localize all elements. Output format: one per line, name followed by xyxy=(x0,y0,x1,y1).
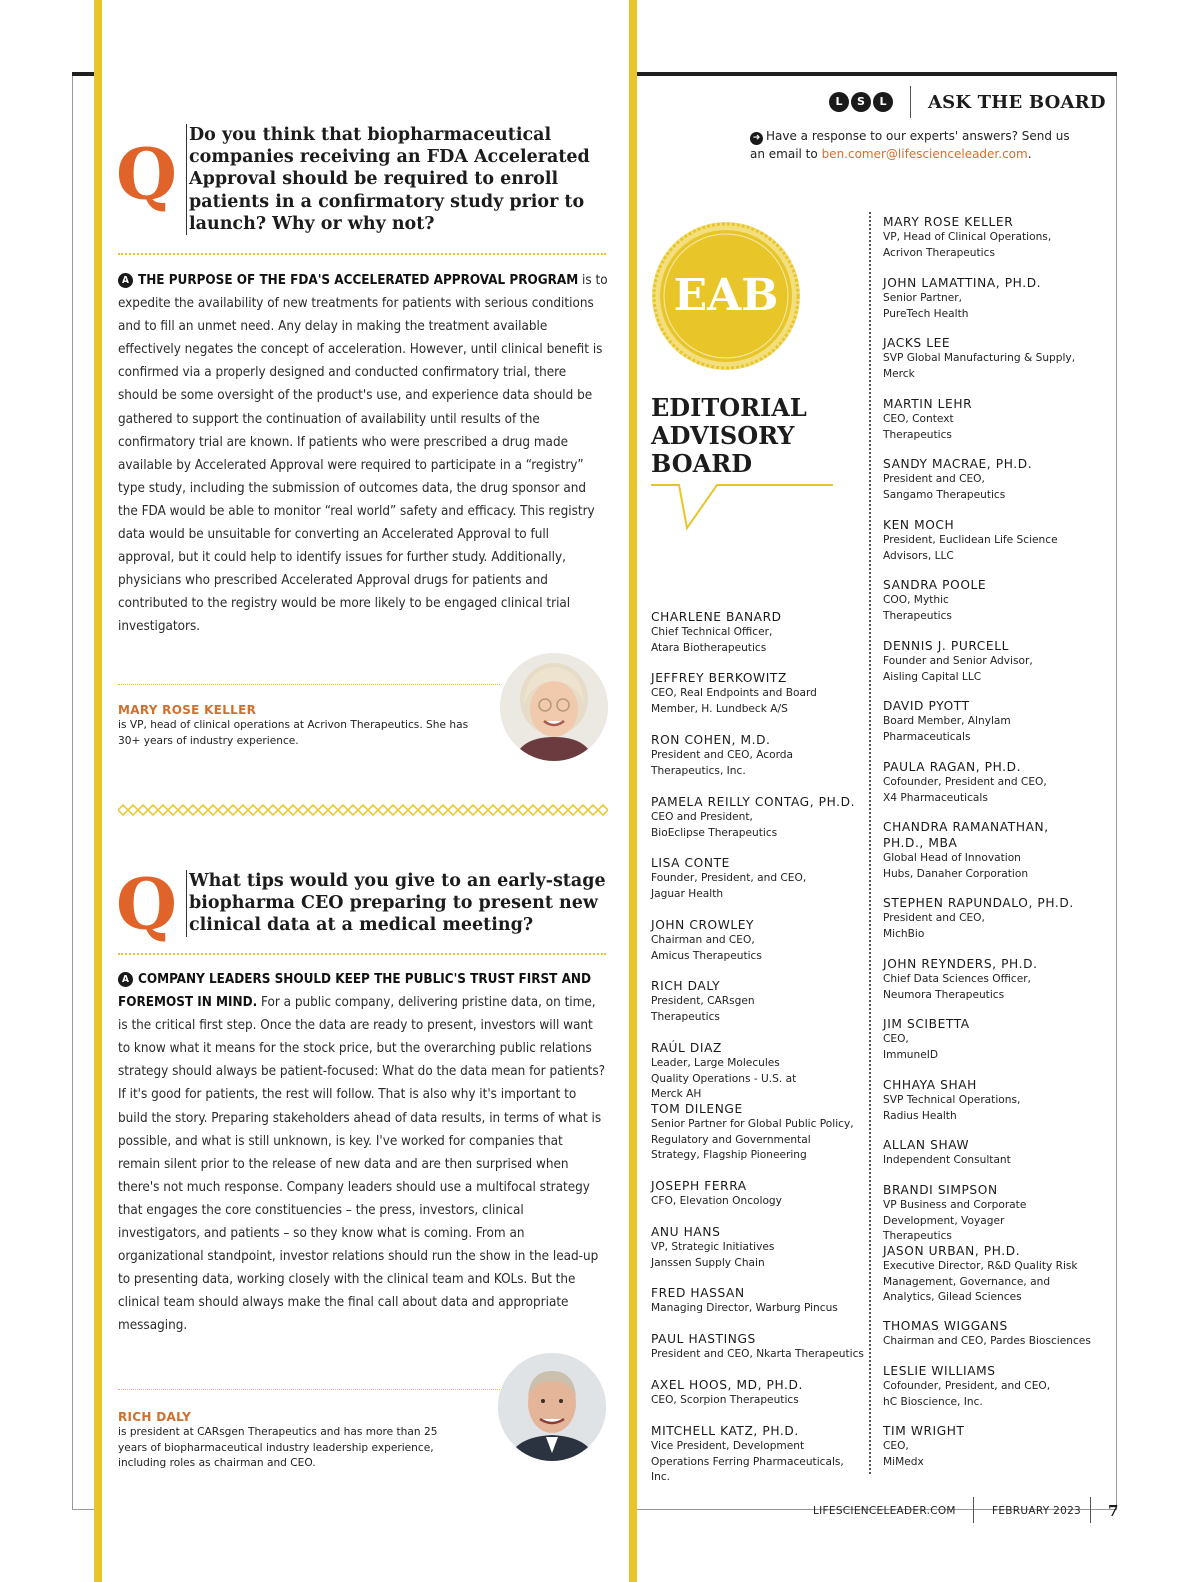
member-name: FRED HASSAN xyxy=(651,1286,745,1300)
lsl-logo xyxy=(829,92,893,112)
board-member xyxy=(651,1423,866,1486)
member-role: Founder and Senior Advisor, Aisling Capital LLC xyxy=(883,655,1033,683)
footer-divider xyxy=(1090,1497,1091,1523)
question-1 xyxy=(116,124,606,234)
answer-body: is to expedite the availability of new treatments for patients with serious conditions and to fill an unmet need. Any delay in making the treatment available effectively negates the concept of acceleration. However, until clinical benefit is confirmed via a properly designed and conducted confirmatory trial, there should be some oversight of the product's use, and experience data should be gathered to support the continuation of availability until results of the confirmatory trial are known. If patients who were prescribed a drug made available by Accelerated Approval were required to participate in a “registry” type study, including the submission of outcomes data, the drug sponsor and the FDA would be able to monitor “real world” safety and efficacy. This registry data would be unsuitable for converting an Accelerated Approval to full approval, but it could help to identify issues for further study. Additionally, physicians who prescribed Accelerated Approval drugs for patients and contributed to the registry would be more likely to be engaged clinical trial investigators. xyxy=(118,273,608,635)
eab-seal-text: EAB xyxy=(673,270,779,321)
member-role: Vice President, Development Operations Ferring Pharmaceuticals, Inc. xyxy=(651,1440,844,1483)
arrow-right-icon: ➜ xyxy=(750,132,763,145)
email-link[interactable]: ben.comer@lifescienceleader.com xyxy=(821,147,1028,161)
q2-divider xyxy=(118,953,606,955)
board-member xyxy=(883,1137,1098,1169)
board-member xyxy=(651,794,866,841)
member-role: Leader, Large Molecules Quality Operations - U.S. at Merck AH xyxy=(651,1057,797,1100)
board-member xyxy=(651,1377,866,1409)
member-name: RAÚL DIAZ xyxy=(651,1041,722,1055)
top-rule-right xyxy=(637,72,1117,76)
board-member xyxy=(883,517,1098,564)
member-role: Global Head of Innovation Hubs, Danaher Corporation xyxy=(883,852,1029,880)
member-role: Chief Technical Officer, Atara Biotherapeutics xyxy=(651,626,773,654)
member-name: AXEL HOOS, MD, PH.D. xyxy=(651,1378,803,1392)
answer-2 xyxy=(118,968,608,1338)
answer-badge: A xyxy=(118,972,133,987)
member-role: SVP Global Manufacturing & Supply, Merck xyxy=(883,352,1076,380)
right-frame-line xyxy=(1116,76,1117,1510)
response-note xyxy=(750,127,1080,163)
member-name: RON COHEN, M.D. xyxy=(651,733,771,747)
question-2 xyxy=(116,863,606,946)
member-role: President, CARsgen Therapeutics xyxy=(651,995,755,1023)
member-name: CHHAYA SHAH xyxy=(883,1078,977,1092)
board-member xyxy=(651,1101,866,1164)
board-member xyxy=(651,855,866,902)
member-role: SVP Technical Operations, Radius Health xyxy=(883,1094,1021,1122)
member-name: JEFFREY BERKOWITZ xyxy=(651,671,787,685)
member-role: Cofounder, President, and CEO, hC Bioscience, Inc. xyxy=(883,1380,1051,1408)
board-member xyxy=(883,1363,1098,1410)
member-name: SANDRA POOLE xyxy=(883,578,987,592)
member-role: Cofounder, President and CEO, X4 Pharmaceuticals xyxy=(883,776,1047,804)
member-name: PAULA RAGAN, PH.D. xyxy=(883,760,1022,774)
response-text: Have a response to our experts' answers? Send us an email to xyxy=(750,129,1070,161)
board-member xyxy=(883,1423,1098,1470)
board-member xyxy=(883,456,1098,503)
board-member xyxy=(651,732,866,779)
answer-lead: COMPANY LEADERS SHOULD KEEP THE PUBLIC'S TRUST FIRST AND FOREMOST IN MIND. xyxy=(118,972,591,1011)
member-role: VP Business and Corporate Development, Voyager Therapeutics xyxy=(883,1199,1027,1242)
board-member xyxy=(883,819,1098,882)
member-role: CEO and President, BioEclipse Therapeutics xyxy=(651,811,778,839)
member-role: CEO, Scorpion Therapeutics xyxy=(651,1394,799,1406)
member-name: PAMELA REILLY CONTAG, PH.D. xyxy=(651,795,856,809)
author-bio: is president at CARsgen Therapeutics and has more than 25 years of biopharmaceutical industry leadership experience, including roles as chairman and CEO. xyxy=(118,1426,438,1469)
header-divider xyxy=(910,86,911,118)
member-role: President and CEO, Sangamo Therapeutics xyxy=(883,473,1006,501)
lsl-letter: L xyxy=(829,92,849,112)
member-name: MARY ROSE KELLER xyxy=(883,215,1014,229)
author-name: RICH DALY xyxy=(118,1410,192,1424)
member-role: President and CEO, MichBio xyxy=(883,912,985,940)
member-role: President and CEO, Nkarta Therapeutics xyxy=(651,1348,864,1360)
member-name: TOM DILENGE xyxy=(651,1102,743,1116)
board-member xyxy=(883,638,1098,685)
member-role: VP, Head of Clinical Operations, Acrivon Therapeutics xyxy=(883,231,1052,259)
q-letter: Q xyxy=(116,133,177,216)
member-name: JOSEPH FERRA xyxy=(651,1179,747,1193)
member-role: COO, Mythic Therapeutics xyxy=(883,594,952,622)
member-name: MARTIN LEHR xyxy=(883,397,973,411)
board-member xyxy=(651,978,866,1025)
member-role: President and CEO, Acorda Therapeutics, Inc. xyxy=(651,749,793,777)
author-1-divider xyxy=(118,684,500,685)
board-member xyxy=(883,577,1098,624)
member-name: ALLAN SHAW xyxy=(883,1138,970,1152)
board-member xyxy=(651,1224,866,1271)
lsl-letter: L xyxy=(873,92,893,112)
member-role: Senior Partner for Global Public Policy, Regulatory and Governmental Strategy, Flagship Pioneering xyxy=(651,1118,854,1161)
board-member xyxy=(883,759,1098,806)
member-role: Founder, President, and CEO, Jaguar Health xyxy=(651,872,807,900)
author-photo-mary-rose-keller xyxy=(500,653,608,761)
member-role: Executive Director, R&D Quality Risk Management, Governance, and Analytics, Gilead Sciences xyxy=(883,1260,1078,1303)
member-role: Senior Partner, PureTech Health xyxy=(883,292,969,320)
member-role: VP, Strategic Initiatives Janssen Supply Chain xyxy=(651,1241,775,1269)
author-name: MARY ROSE KELLER xyxy=(118,703,257,717)
board-member xyxy=(651,1285,866,1317)
member-name: JOHN REYNDERS, PH.D. xyxy=(883,957,1038,971)
board-member xyxy=(651,1040,866,1103)
member-role: CEO, ImmuneID xyxy=(883,1033,938,1061)
member-name: JACKS LEE xyxy=(883,336,951,350)
board-member xyxy=(651,1178,866,1210)
member-name: JASON URBAN, PH.D. xyxy=(883,1244,1021,1258)
answer-badge: A xyxy=(118,273,133,288)
member-name: DAVID PYOTT xyxy=(883,699,970,713)
member-name: LESLIE WILLIAMS xyxy=(883,1364,996,1378)
member-name: SANDY MACRAE, PH.D. xyxy=(883,457,1033,471)
member-role: Board Member, Alnylam Pharmaceuticals xyxy=(883,715,1011,743)
answer-body: For a public company, delivering pristine data, on time, is the critical first step. Once the data are ready to present, investors will want to know what it means for the stock price, but the overarching public relations strategy should always be patient-focused: What do the data mean for patients? If it's good for patients, the rest will follow. That is also why it's important to build the story. Preparing stakeholders ahead of data results, in terms of what is possible, and what is still unknown, is key. I've worked for companies that remain silent prior to the release of new data and are then surprised when there's not much response. Company leaders should use a multifocal strategy that engages the core constituencies – the press, investors, clinical investigators, and patients – so they know what is coming. From an organizational standpoint, investor relations should run the show in the lead-up to presenting data, working closely with the clinical team and KOLs. But the clinical team should always make the final call about data and appropriate messaging. xyxy=(118,995,605,1334)
member-name: DENNIS J. PURCELL xyxy=(883,639,1009,653)
member-role: CFO, Elevation Oncology xyxy=(651,1195,782,1207)
board-member xyxy=(883,396,1098,443)
board-member xyxy=(883,1243,1098,1306)
author-bio: is VP, head of clinical operations at Acrivon Therapeutics. She has 30+ years of industry experience. xyxy=(118,719,469,747)
member-name: JIM SCIBETTA xyxy=(883,1017,970,1031)
board-member xyxy=(651,609,866,656)
member-name: RICH DALY xyxy=(651,979,721,993)
question-text: Do you think that biopharmaceutical companies receiving an FDA Accelerated Approval should be required to enroll patients in a confirmatory study prior to launch? Why or why not? xyxy=(186,124,606,235)
answer-lead: THE PURPOSE OF THE FDA'S ACCELERATED APPROVAL PROGRAM xyxy=(138,273,579,288)
lsl-letter: S xyxy=(851,92,871,112)
member-name: KEN MOCH xyxy=(883,518,955,532)
section-separator xyxy=(118,804,608,816)
q1-divider xyxy=(118,253,606,255)
member-name: CHANDRA RAMANATHAN, PH.D., MBA xyxy=(883,820,1049,850)
member-name: TIM WRIGHT xyxy=(883,1424,965,1438)
board-member xyxy=(883,275,1098,322)
response-end: . xyxy=(1027,147,1032,161)
member-role: Chief Data Sciences Officer, Neumora Therapeutics xyxy=(883,973,1031,1001)
center-yellow-bar xyxy=(629,0,637,1582)
member-name: JOHN CROWLEY xyxy=(651,918,755,932)
top-rule-left xyxy=(72,72,94,76)
member-role: Chairman and CEO, Amicus Therapeutics xyxy=(651,934,762,962)
eab-title: EDITORIAL ADVISORY BOARD xyxy=(651,393,807,478)
member-name: CHARLENE BANARD xyxy=(651,610,782,624)
left-frame-line xyxy=(72,76,73,1510)
author-photo-rich-daly xyxy=(498,1353,606,1461)
member-name: BRANDI SIMPSON xyxy=(883,1183,998,1197)
board-member xyxy=(883,335,1098,382)
page-number: 7 xyxy=(1108,1502,1119,1520)
board-member xyxy=(883,956,1098,1003)
members-divider xyxy=(869,212,871,1474)
member-name: MITCHELL KATZ, PH.D. xyxy=(651,1424,799,1438)
eab-seal-icon xyxy=(650,220,802,372)
board-member xyxy=(651,917,866,964)
question-text: What tips would you give to an early-stage biopharma CEO preparing to present new clinical data at a medical meeting? xyxy=(186,870,606,937)
member-name: PAUL HASTINGS xyxy=(651,1332,756,1346)
member-name: STEPHEN RAPUNDALO, PH.D. xyxy=(883,896,1074,910)
footer-issue: FEBRUARY 2023 xyxy=(992,1505,1082,1517)
author-2-divider xyxy=(118,1389,500,1390)
answer-1 xyxy=(118,269,608,639)
board-member xyxy=(651,670,866,717)
member-name: JOHN LAMATTINA, PH.D. xyxy=(883,276,1042,290)
section-title: ASK THE BOARD xyxy=(928,92,1106,113)
board-member xyxy=(883,698,1098,745)
footer-divider xyxy=(973,1497,974,1523)
left-yellow-bar xyxy=(94,0,102,1582)
board-member xyxy=(883,1077,1098,1124)
member-role: CEO, Context Therapeutics xyxy=(883,413,954,441)
member-role: CEO, MiMedx xyxy=(883,1440,924,1468)
member-role: Independent Consultant xyxy=(883,1154,1011,1166)
board-member xyxy=(883,1182,1098,1245)
q-letter: Q xyxy=(116,863,177,946)
member-role: Managing Director, Warburg Pincus xyxy=(651,1302,838,1314)
member-name: LISA CONTE xyxy=(651,856,730,870)
board-member xyxy=(883,895,1098,942)
board-member xyxy=(883,1318,1098,1350)
member-role: Chairman and CEO, Pardes Biosciences xyxy=(883,1335,1091,1347)
member-name: ANU HANS xyxy=(651,1225,721,1239)
board-member xyxy=(651,1331,866,1363)
member-name: THOMAS WIGGANS xyxy=(883,1319,1008,1333)
board-member xyxy=(883,214,1098,261)
member-role: President, Euclidean Life Science Advisors, LLC xyxy=(883,534,1058,562)
bottom-frame-left xyxy=(72,1509,94,1510)
speech-bubble-decoration xyxy=(651,478,835,534)
board-member xyxy=(883,1016,1098,1063)
member-role: CEO, Real Endpoints and Board Member, H. Lundbeck A/S xyxy=(651,687,817,715)
footer-site[interactable]: LIFESCIENCELEADER.COM xyxy=(813,1505,956,1517)
